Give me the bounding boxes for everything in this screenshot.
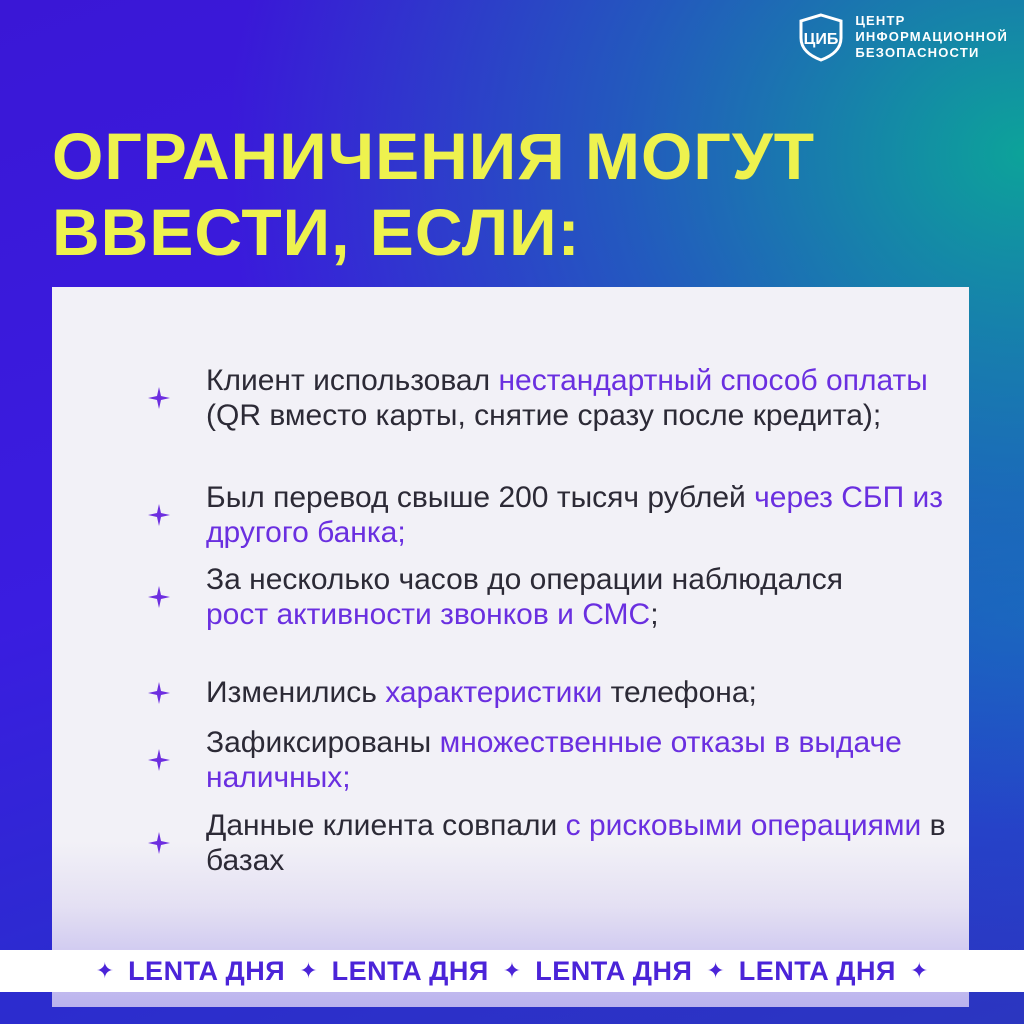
content-panel — [52, 287, 969, 1007]
sparkle-icon: ✦ — [502, 958, 522, 983]
item-highlight: рост активности звонков и СМС — [206, 598, 651, 631]
headline-line-1: ОГРАНИЧЕНИЯ МОГУТ — [52, 119, 816, 193]
sparkle-bullet-icon — [148, 682, 170, 704]
sparkle-icon: ✦ — [909, 958, 929, 983]
item-highlight: характеристики — [385, 676, 603, 709]
item-text-part: Данные клиента совпали — [206, 809, 566, 842]
sparkle-bullet-icon — [148, 749, 170, 771]
list-item-text — [206, 480, 948, 550]
headline — [52, 118, 815, 270]
brand-name-line: ЦЕНТР — [855, 13, 906, 28]
list-item-text — [206, 675, 757, 710]
brand-name-line: БЕЗОПАСНОСТИ — [855, 45, 980, 60]
news-ticker — [0, 950, 1024, 992]
ticker-label: LENTA ДНЯ — [738, 955, 896, 986]
item-text-part: в базах — [206, 809, 946, 877]
list-item — [148, 725, 948, 795]
item-highlight: с рисковыми операциями — [565, 809, 922, 842]
item-text-part: Был перевод свыше 200 тысяч рублей — [206, 481, 755, 514]
list-item-text — [206, 562, 886, 632]
item-highlight: нестандартный способ оплаты — [498, 364, 928, 397]
list-item-text — [206, 363, 948, 433]
list-item — [148, 363, 948, 433]
sparkle-icon: ✦ — [95, 958, 115, 983]
list-item — [148, 480, 948, 550]
item-text-part: Изменились — [206, 676, 386, 709]
headline-line-2: ВВЕСТИ, ЕСЛИ: — [52, 195, 581, 269]
item-text-part: (QR вместо карты, снятие сразу после кредита); — [206, 399, 882, 432]
item-text-part: За несколько часов до операции наблюдался — [206, 563, 844, 596]
list-item-text — [206, 808, 948, 878]
ticker-label: LENTA ДНЯ — [535, 955, 693, 986]
brand-name — [855, 13, 1008, 61]
item-text-part: Зафиксированы — [206, 726, 440, 759]
item-highlight: множественные отказы в выдаче наличных; — [206, 726, 902, 794]
list-item — [148, 675, 948, 710]
sparkle-bullet-icon — [148, 387, 170, 409]
list-item — [148, 562, 948, 632]
ticker-label: LENTA ДНЯ — [331, 955, 489, 986]
item-text-part: Клиент использовал — [206, 364, 499, 397]
list-item-text — [206, 725, 948, 795]
item-text-part: телефона; — [602, 676, 757, 709]
sparkle-bullet-icon — [148, 504, 170, 526]
item-highlight: через СБП из другого банка; — [206, 481, 944, 549]
brand-logo — [795, 12, 1008, 62]
item-text-part: ; — [650, 598, 659, 631]
logo-letters: ЦИБ — [804, 31, 839, 48]
sparkle-bullet-icon — [148, 586, 170, 608]
sparkle-icon: ✦ — [706, 958, 725, 983]
shield-icon — [795, 12, 847, 62]
list-item — [148, 808, 948, 878]
ticker-label: LENTA ДНЯ — [128, 955, 286, 986]
sparkle-bullet-icon — [148, 832, 170, 854]
brand-name-line: ИНФОРМАЦИОННОЙ — [855, 29, 1008, 44]
sparkle-icon: ✦ — [299, 958, 318, 983]
